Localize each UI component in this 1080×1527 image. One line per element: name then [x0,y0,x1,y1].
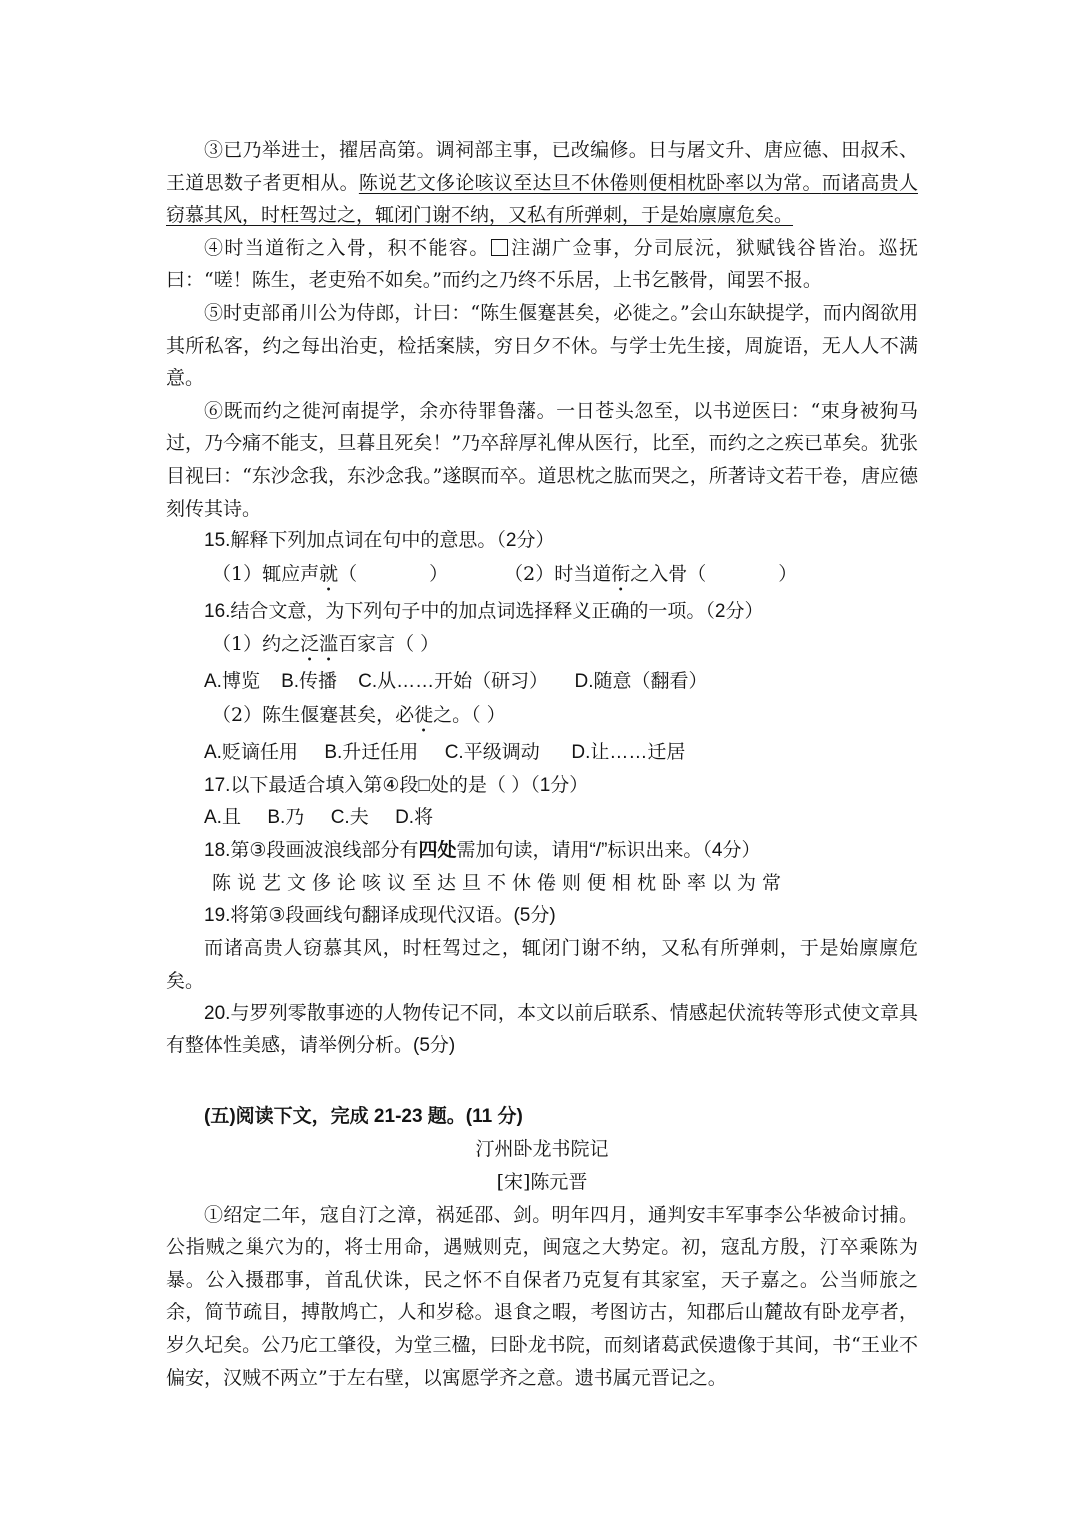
q16-2-tail: 之。（ ） [433,703,506,726]
paragraph-4 [166,232,918,297]
question-16: 16.结合文意，为下列句子中的加点词选择释义正确的一项。（2分） [204,600,764,622]
passage-author: [宋]陈元晋 [496,1171,588,1194]
q15-2-close: ） [778,562,798,585]
q15-1-dotted-word: 就 [319,562,339,585]
paragraph-3 [166,134,918,232]
paragraph-5: ⑤时吏部甬川公为侍郎，计曰：“陈生偃蹇甚矣，必徙之。”会山东缺提学，而内阁欲用其所私客，约之每出治吏，检括案牍，穷日夕不休。与学士先生接，周旋语，无人人不满意。 [166,301,918,390]
question-16-1-options: A.博览 B.传播 C.从……开始（研习） D.随意（翻看） [204,671,708,693]
question-16-2-options: A.贬谪任用 B.升迁任用 C.平级调动 D.让……迁居 [204,741,686,763]
p3-text: ③已乃举进士，擢居高第。调祠部主事，已改编修。日与屠文升、唐应德、田叔禾、王道思数子者更相从。 [166,139,918,194]
paragraph-6: ⑥既而约之徙河南提学，余亦待罪鲁藩。一日苍头忽至，以书逆医曰：“束身被狗马过，乃今痛不能支，旦暮且死矣！”乃卒辞厚礼俾从医行，比至，而约之之疾已革矣。犹张目视曰：“东沙念我，东沙念我。”遂瞑而卒。道思枕之肱而哭之，所著诗文若干卷，唐应德刻传其诗。 [166,399,918,520]
question-17-options: A.且 B.乃 C.夫 D.将 [204,807,434,829]
question-16-2 [166,699,918,737]
question-19: 19.将第③段画线句翻译成现代汉语。(5分) [204,904,556,926]
question-15-items [166,558,918,596]
q16-2-text: （2）陈生偃蹇甚矣，必 [212,703,415,726]
p4-text-a: ④时当道衔之入骨，积不能容。 [204,236,490,259]
q15-2-text: （2）时当道 [504,562,612,585]
document-page [166,134,918,1394]
question-16-1 [166,628,918,666]
question-15: 15.解释下列加点词在句中的意思。（2分） [204,530,555,552]
wavy-underline-sentence: 陈说艺文侈论咳议至达旦不休倦则便相枕卧率以为常。 [358,171,822,194]
p4-text-b: 注湖广佥事，分司辰沅，狱赋钱谷皆治。巡抚曰：“嗟！陈生，老吏殆不如矣。”而约之乃终不乐居，上书乞骸骨，闻罢不报。 [166,236,918,292]
q15-1-open: （ [338,562,358,585]
q15-1-text: （1）辄应声 [212,562,320,585]
passage-title: 汀州卧龙书院记 [475,1138,609,1161]
question-19-sentence: 而诸高贵人窃慕其风，时枉驾过之，辄闭门谢不纳，又私有所弹刺，于是始廪廪危矣。 [166,937,918,993]
underlined-sentence: 而诸高贵人窃慕其风，时枉驾过之，辄闭门谢不纳，又私有所弹刺，于是始廪廪危矣。 [166,171,918,227]
q18-bold: 四处 [418,839,457,861]
q18-text-b: 需加句读，请用“/”标识出来。（4分） [456,839,761,861]
q15-1-close: ） [429,562,449,585]
q15-2-open: 之入骨（ [630,562,707,585]
section-5-heading: (五)阅读下文，完成 21-23 题。(11 分) [204,1105,523,1127]
q18-text-a: 18.第③段画波浪线部分有 [204,839,419,861]
question-20: 20.与罗列零散事迹的人物传记不同，本文以前后联系、情感起伏流转等形式使文章具有整体性美感，请举例分析。(5分) [166,1002,918,1057]
q16-1-dotted-word: 泛滥 [300,633,339,656]
section-5-paragraph-1: ①绍定二年，寇自汀之漳，祸延邵、剑。明年四月，通判安丰军事李公华被命讨捕。公指贼之巢穴为的，将士用命，遇贼则克，闽寇之大势定。初，寇乱方殷，汀卒乘陈为暴。公入摄郡事，首乱伏诛，民之怀不自保者乃克复有其家室，天子嘉之。公当师旅之余，简节疏目，搏散鸠亡，人和岁稔。退食之暇，考图访古，知郡后山麓故有卧龙亭者，岁久圮矣。公乃庀工肇役，为堂三楹，曰卧龙书院，而刻诸葛武侯遗像于其间，书“王业不偏安，汉贼不两立”于左右壁，以寓愿学齐之意。遗书属元晋记之。 [166,1203,918,1389]
q16-1-text: （1）约之 [212,633,301,656]
q15-2-dotted-word: 衔 [611,562,631,585]
blank-box-icon [491,239,508,256]
question-17: 17.以下最适合填入第④段□处的是（ ）（1分） [204,774,589,796]
q16-2-dotted-word: 徙 [414,703,434,726]
q16-1-tail: 百家言（ ） [338,633,440,656]
question-18-sentence: 陈说艺文侈论咳议至达旦不休倦则便相枕卧率以为常 [212,872,788,895]
question-18 [166,835,918,868]
